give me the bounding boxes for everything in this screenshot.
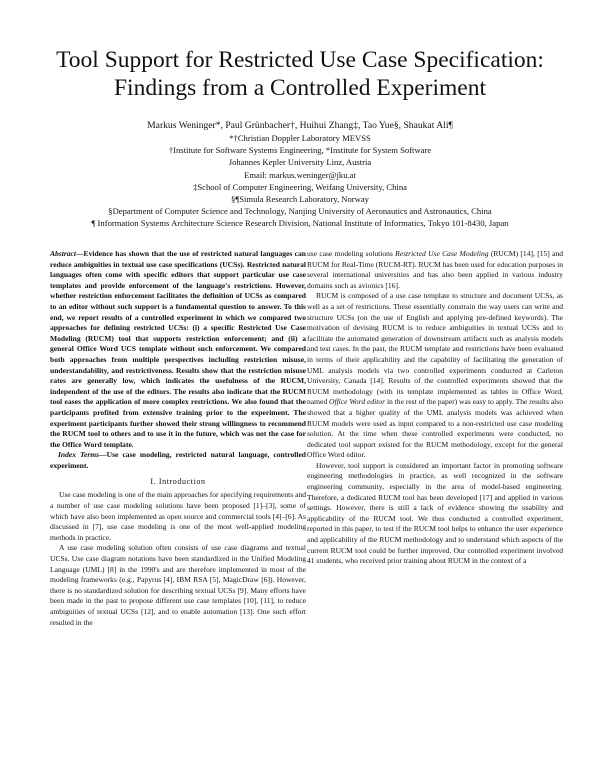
affiliation-line: †Institute for Software Systems Engineering, *Institute for System Software bbox=[168, 145, 432, 156]
title-line-2: Findings from a Controlled Experiment bbox=[113, 75, 487, 101]
body-paragraph: Use case modeling is one of the main approaches for specifying requirements and a number of use case modeling solutions have been proposed [1]–[3], some of which have also been implemented as open source and commercial tools [4]–[6]. As discussed in [7], use case modeling is one of the most well-applied modeling methods in practice. bbox=[50, 490, 306, 542]
affiliation-line: *†Christian Doppler Laboratory MEVSS bbox=[229, 133, 371, 143]
author-affiliations bbox=[20, 119, 580, 230]
left-column bbox=[50, 249, 306, 628]
body-paragraph bbox=[307, 291, 563, 461]
rucm-name-italic: Restricted Use Case Modeling bbox=[395, 249, 489, 258]
index-terms-text: —Use case modeling, restricted natural language, controlled experiment. bbox=[50, 450, 306, 470]
affiliation-line: §¶Simula Research Laboratory, Norway bbox=[231, 194, 369, 205]
body-paragraph: A use case modeling solution often consists of use case diagrams and textual UCSs. Use case diagram notations have been standardized in the Unified Modeling Language (UML) [8] in the 1990's and are therefore implemented in most of the modeling frameworks (e.g., Papyrus [4], IBM RSA [5], MagicDraw [6]). However, there is no standardized solution for describing textual UCSs [9]. Many efforts have been made in the past to propose different use case templates [10], [11], to reduce ambiguities of textual UCSs [12], and to enable automation [13]. One such effort resulted in the bbox=[50, 543, 306, 627]
abstract bbox=[50, 249, 306, 450]
affiliation-line: ¶ Information Systems Architecture Science Research Division, National Institute of Informatics, Tokyo 101-8430, Japan bbox=[91, 218, 509, 229]
abstract-text: —Evidence has shown that the use of restricted natural languages can reduce ambiguities in textual use case specifications (UCSs). Restricted natural languages often come with specific editors that support particular use case templates and provide enforcement of the language's restrictions. However, whether restriction enforcement facilitates the definition of UCSs as compared to an editor without such support is a fundamental question to answer. To this end, we report results of a controlled experiment in which we compared two approaches for defining restricted UCSs: (i) a specific Restricted Use Case Modeling (RUCM) tool that supports restriction enforcement; and (ii) a general Office Word UCS template without such enforcement. We compared both approaches from multiple perspectives including restriction misuse, understandability, and restrictiveness. Results show that the restriction misuse rates are generally low, which indicates the usefulness of the RUCM, independent of the use of the editors. The results also indicate that the RUCM tool eases the application of more complex restrictions. We also found that the participants profited from extensive training prior to the experiment. The experiment participants further showed their strong willingness to recommend the RUCM tool to others and to use it in the future, which was not the case for the Office Word template. bbox=[50, 249, 306, 449]
text-run: (RUCM) [14], [15] and RUCM for Real-Time (RUCM-RT). RUCM has been used for education purposes in several international universities and has also been applied in various industry domains such as avionics [16]. bbox=[307, 249, 564, 290]
affiliation-line: §Department of Computer Science and Technology, Nanjing University of Aeronautics and Astronautics, China bbox=[108, 206, 492, 217]
text-run: in the rest of the paper) was easy to apply. The results also showed that a higher quality of the UML analysis models was achieved when RUCM models were used as input compared to a non-restricted use case modeling solution. At the time when these controlled experiments were conducted, no dedicated tool support existed for the RUCM methodology, except for the general Office Word editor. bbox=[307, 397, 563, 460]
author-email: Email: markus.weninger@jku.at bbox=[244, 169, 356, 180]
paper-title bbox=[20, 46, 580, 102]
author-list: Markus Weninger*, Paul Grünbacher†, Huihui Zhang‡, Tao Yue§, Shaukat Ali¶ bbox=[147, 120, 453, 131]
title-line-1: Tool Support for Restricted Use Case Specification: bbox=[56, 47, 544, 73]
affiliation-line: ‡School of Computer Engineering, Weifang University, China bbox=[193, 181, 407, 192]
right-column bbox=[307, 249, 563, 567]
office-word-editor-italic: Office Word editor bbox=[329, 397, 386, 407]
abstract-lead: Abstract bbox=[50, 249, 76, 258]
section-heading-introduction: I. Introduction bbox=[150, 477, 206, 487]
text-run: use case modeling solutions bbox=[307, 249, 396, 258]
index-terms bbox=[50, 450, 306, 471]
body-paragraph: However, tool support is considered an important factor in promoting software engineering methodologies in practice, as well recognized in the software engineering community, especially in the area of model-based engineering. Therefore, a dedicated RUCM tool has been developed [17] and applied in various settings. However, there is still a lack of evidence showing the usability and applicability of the RUCM tool. We thus conducted a controlled experiment, reported in this paper, to test if the RUCM tool helps to enhance the user experience and applicability of the RUCM methodology and to understand which aspects of the current RUCM tool could be further improved. Our controlled experiment involved 41 students, who received prior training about RUCM in the context of a bbox=[307, 460, 563, 566]
text-run: RUCM is composed of a use case template to structure and document UCSs, as well as a set of restrictions. These essentially constrain the way users can write and structure UCSs (on the use of English and applying pre-defined keywords). The motivation of devising RUCM is to reduce ambiguities in textual UCSs and to facilitate the automated generation of downstream artifacts such as analysis models and test cases. In the past, the RUCM template and restrictions have been evaluated in terms of their applicability and the capability of facilitating the generation of UML analysis models via two controlled experiments conducted at Carleton University, Canada [14]. Results of the controlled experiments showed that the RUCM methodology (with its template implemented as tables in Office Word, named bbox=[307, 291, 563, 407]
affiliation-line: Johannes Kepler University Linz, Austria bbox=[228, 157, 372, 168]
index-terms-lead: Index Terms bbox=[58, 450, 100, 460]
body-paragraph bbox=[307, 249, 563, 291]
